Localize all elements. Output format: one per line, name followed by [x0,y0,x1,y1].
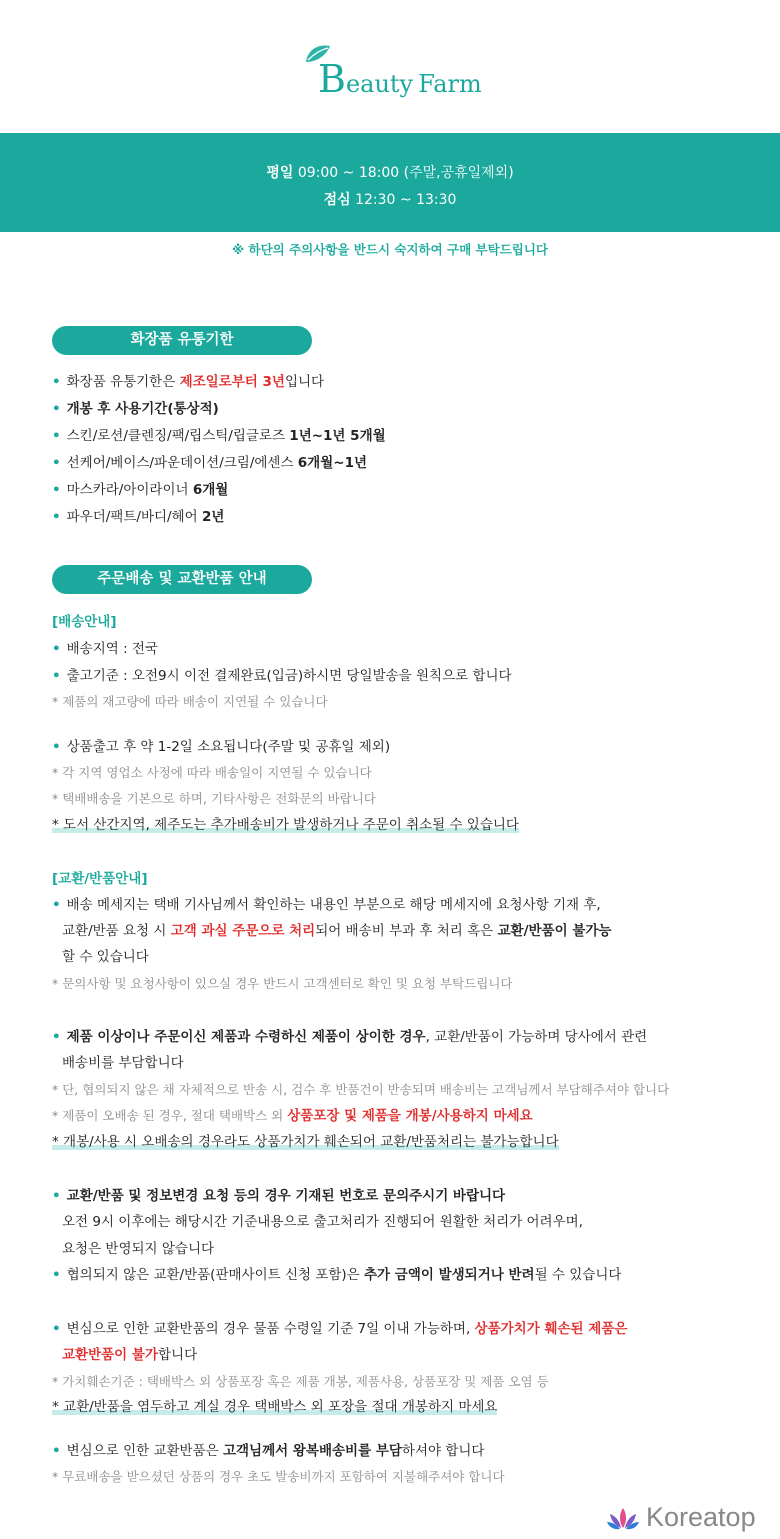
list-item: • 변심으로 인한 교환반품은 고객님께서 왕복배송비를 부담하셔야 합니다 [52,1443,485,1459]
note-item: * 가치훼손기준 : 택배박스 외 상품포장 혹은 제품 개봉, 제품사용, 상품포장 및 제품 오염 등 [52,1374,549,1389]
list-item-cont: 요청은 반영되지 않습니다 [62,1241,215,1257]
logo-word2: Farm [418,70,482,98]
lotus-icon [606,1506,640,1532]
note-item: * 제품의 재고량에 따라 배송이 지연될 수 있습니다 [52,694,328,709]
weekday-label: 평일 [266,165,294,181]
watermark-text: Koreatop [646,1502,756,1532]
list-item: • 배송 메세지는 택배 기사님께서 확인하는 내용인 부분으로 해당 메세지에 요청사항 기재 후, [52,897,601,913]
list-item: • 개봉 후 사용기간(통상적) [52,401,219,417]
list-item: • 선케어/베이스/파운데이션/크림/에센스 6개월~1년 [52,455,368,471]
list-item: • 배송지역 : 전국 [52,641,159,657]
note-item: * 무료배송을 받으셨던 상품의 경우 초도 발송비까지 포함하여 지불해주셔야 합니다 [52,1469,505,1484]
lunch-label: 점심 [323,192,351,208]
business-hours-banner [0,133,780,232]
watermark [606,1500,776,1536]
note-item: * 제품이 오배송 된 경우, 절대 택배박스 외 상품포장 및 제품을 개봉/사용하지 마세요 [52,1108,533,1124]
list-item-cont: 교환반품이 불가합니다 [62,1347,198,1363]
exchange-header: [교환/반품안내] [52,871,148,887]
note-item: * 각 지역 영업소 사정에 따라 배송일이 지연될 수 있습니다 [52,765,372,780]
purchase-notice: ※ 하단의 주의사항을 반드시 숙지하여 구매 부탁드립니다 [232,242,548,257]
section-title-shipping-returns: 주문배송 및 교환반품 안내 [52,565,312,594]
list-item: • 변심으로 인한 교환반품의 경우 물품 수령일 기준 7일 이내 가능하며, 상품가치가 훼손된 제품은 [52,1321,628,1337]
list-item: • 교환/반품 및 정보변경 요청 등의 경우 기재된 번호로 문의주시기 바랍니다 [52,1188,506,1204]
list-item: • 제품 이상이나 주문이신 제품과 수령하신 제품이 상이한 경우, 교환/반품이 가능하며 당사에서 관련 [52,1029,648,1045]
logo-word1: eauty [345,70,414,98]
list-item: • 출고기준 : 오전9시 이전 결제완료(입금)하시면 당일발송을 원칙으로 합니다 [52,668,512,684]
list-item-cont: 교환/반품 요청 시 고객 과실 주문으로 처리되어 배송비 부과 후 처리 혹은 교환/반품이 불가능 [62,923,612,939]
weekday-hours [0,162,780,182]
note-item-highlighted: * 도서 산간지역, 제주도는 추가배송비가 발생하거나 주문이 취소될 수 있습니다 [52,817,519,833]
list-item: • 화장품 유통기한은 제조일로부터 3년입니다 [52,374,325,390]
lunch-value: 12:30 ~ 13:30 [355,192,457,208]
note-item-highlighted: * 개봉/사용 시 오배송의 경우라도 상품가치가 훼손되어 교환/반품처리는 불가능합니다 [52,1134,559,1150]
note-item: * 문의사항 및 요청사항이 있으실 경우 반드시 고객센터로 확인 및 요청 부탁드립니다 [52,976,513,991]
list-item-cont: 할 수 있습니다 [62,949,149,965]
note-item: * 단, 협의되지 않은 채 자체적으로 반송 시, 검수 후 반품건이 반송되며 배송비는 고객님께서 부담해주셔야 합니다 [52,1082,670,1097]
note-item-highlighted: * 교환/반품을 염두하고 계실 경우 택배박스 외 포장을 절대 개봉하지 마세요 [52,1399,498,1415]
logo-first-letter: B [318,57,346,101]
list-item-cont: 배송비를 부담합니다 [62,1055,184,1071]
list-item: • 파우더/팩트/바디/헤어 2년 [52,509,225,525]
lunch-hours [0,189,780,209]
list-item: • 스킨/로션/클렌징/팩/립스틱/립글로즈 1년~1년 5개월 [52,428,386,444]
shipping-header: [배송안내] [52,614,117,630]
list-item: • 마스카라/아이라이너 6개월 [52,482,229,498]
note-item: * 택배배송을 기본으로 하며, 기타사항은 전화문의 바랍니다 [52,791,376,806]
brand-logo [300,40,500,104]
section-title-shelf-life: 화장품 유통기한 [52,326,312,355]
list-item: • 협의되지 않은 교환/반품(판매사이트 신청 포함)은 추가 금액이 발생되거나 반려될 수 있습니다 [52,1267,622,1283]
list-item: • 상품출고 후 약 1-2일 소요됩니다(주말 및 공휴일 제외) [52,739,391,755]
weekday-value: 09:00 ~ 18:00 (주말,공휴일제외) [297,165,514,181]
list-item-cont: 오전 9시 이후에는 해당시간 기준내용으로 출고처리가 진행되어 원활한 처리가 어려우며, [62,1214,583,1230]
